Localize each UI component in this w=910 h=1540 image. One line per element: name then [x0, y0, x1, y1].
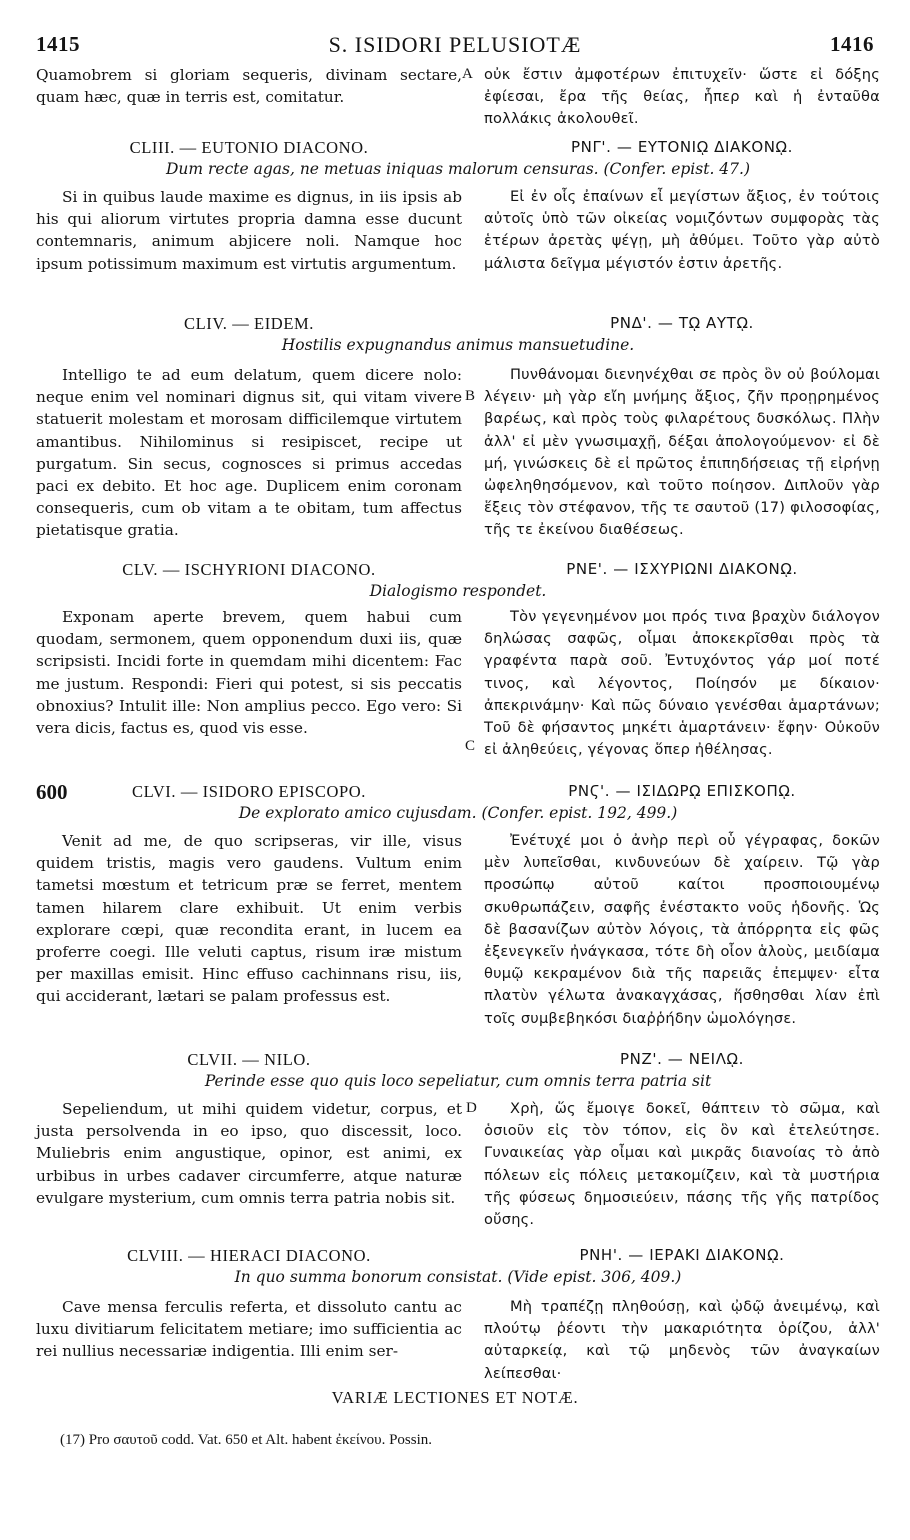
letter-153-latin	[36, 186, 462, 275]
page-number-right: 1416	[830, 32, 874, 56]
letter-155-latin-text: Exponam aperte brevem, quem habui cum quodam, sermonem, quem opponendum duxi iis, quæ scripsisti. Incidi forte in quemdam mihi dicentem: Fac me justum. Respondi: Fieri qui potest, si sis peccatis obnoxius? Intulit ille: Non amplius pecco. Ego vero: Si vera dicis, factus es, quod vis esse.	[36, 608, 462, 738]
letter-155-greek	[484, 606, 880, 761]
letter-153-title-greek: ΡΝΓ'. — ΕΥΤΟΝΙῼ ΔΙΑΚΟΝῼ.	[571, 138, 793, 156]
letter-154-title-latin: CLIV. — EIDEM.	[183, 314, 314, 333]
margin-letter-c: C	[465, 738, 476, 754]
letter-156-latin	[36, 830, 462, 1008]
margin-letter-d: D	[466, 1100, 477, 1116]
intro-latin	[36, 64, 462, 108]
letter-153-subtitle: Dum recte agas, ne metuas iniquas malorum censuras. (Confer. epist. 47.)	[165, 160, 750, 178]
letter-155-title-latin: CLV. — ISCHYRIONI DIACONO.	[122, 560, 376, 579]
letter-157-latin-text: Sepeliendum, ut mihi quidem videtur, corpus, et justa persolvenda in eo ipso, quo discessit, loco. Muliebris enim angustique, opinor, est animi, ex urbibus in urbes cadaver circumferre, atque naturæ evulgare mysterium, cum omnis terra patria nobis sit.	[36, 1100, 462, 1207]
column-marker-600: 600	[36, 780, 68, 804]
letter-158-title-latin: CLVIII. — HIERACI DIACONO.	[127, 1246, 371, 1265]
letter-156-title-latin: CLVI. — ISIDORO EPISCOPO.	[132, 782, 366, 801]
letter-158-latin	[36, 1296, 462, 1363]
letter-154-greek-text: Πυνθάνομαι διενηνέχθαι σε πρὸς ὃν οὐ βούλομαι λέγειν· μὴ γὰρ εἴη μνήμης ἄξιος, ζῆν προῃρημένος βαρέως, καὶ πρὸς τοὺς φιλαρέτους δυσκόλως. Πλὴν ἀλλ' εἰ μὲν γνωσιμαχῇ, δέξαι ἀπολογούμενον· εἰ δὲ μή, γινώσκεις δὲ εἰ πρῶτος ἐπιπηδήσειας τῇ εἰρήνῃ ὠφεληθησόμενον, καὶ τοῦτο ποίησον. Διπλοῦν γὰρ ἕξεις τὸν στέφανον, τῆς τε σαυτοῦ (17) φιλοσοφίας, τῆς τε ἐκείνου διαθέσεως.	[484, 366, 880, 539]
letter-153-greek-text: Εἰ ἐν οἷς ἐπαίνων εἶ μεγίστων ἄξιος, ἐν τούτοις αὐτοῖς ὑπὸ τῶν οἰκείας νομιζόντων συμφορὰς τὰς ἑτέρων ἀρετὰς ψέγῃ, μὴ ἀθύμει. Τοῦτο γὰρ αὐτὸ μάλιστα δεῖγμα μέγιστόν ἐστιν ἀρετῆς.	[484, 188, 880, 272]
letter-157-subtitle: Perinde esse quo quis loco sepeliatur, cum omnis terra patria sit	[204, 1072, 712, 1090]
letter-158-greek	[484, 1296, 880, 1385]
running-title: S. ISIDORI PELUSIOTÆ	[328, 32, 582, 57]
letter-158-title-greek: ΡΝΗ'. — ΙΕΡΑΚΙ ΔΙΑΚΟΝῼ.	[579, 1246, 785, 1264]
margin-letter-a: A	[462, 66, 473, 82]
letter-154-latin-text: Intelligo te ad eum delatum, quem dicere nolo: neque enim vel nominari dignus sit, qui vitam vivere statuerit molestam et morosam difficilemque virtutem amantibus. Nihilominus si resipiscet, recipe ut purgatum. Sin secus, cognosces si primus accedas paci ex debito. Et hoc age. Duplicem enim coronam consequeris, cum ob vitam a te obitam, tum affectus pietatisque gratia.	[36, 366, 462, 540]
intro-latin-text: Quamobrem si gloriam sequeris, divinam sectare, quam hæc, quæ in terris est, comitatur.	[36, 66, 462, 107]
letter-154-latin	[36, 364, 462, 542]
letter-153-latin-text: Si in quibus laude maxime es dignus, in iis ipsis ab his qui aliorum virtutes propria damna esse ducunt contemnaris, animum abjicere noli. Namque hoc ipsum potissimum maximum est virtutis argumentum.	[36, 188, 462, 273]
letter-157-latin	[36, 1098, 462, 1209]
intro-greek-text: οὐκ ἔστιν ἀμφοτέρων ἐπιτυχεῖν· ὥστε εἰ δόξης ἐφίεσαι, ἔρα τῆς θείας, ἧπερ καὶ ἡ ἐνταῦθα πολλάκις ἀκολουθεῖ.	[484, 66, 880, 128]
letter-153-title-latin: CLIII. — EUTONIO DIACONO.	[129, 138, 369, 157]
letter-155-greek-text: Τὸν γεγενημένον μοι πρός τινα βραχὺν διάλογον δηλώσας σαφῶς, οἶμαι ἀποκεκρῖσθαι πρὸς τὰ γραφέντα παρὰ σοῦ. Ἐντυχόντος γάρ μοί ποτέ τινος, καὶ λέγοντος, Ποίησόν με δίκαιον· ἀπεκρινάμην· Καὶ πῶς δύναιο γενέσθαι ἁμαρτάνων; Τοῦ δὲ φήσαντος μηκέτι ἁμαρτάνειν· ἔφην· Οὐκοῦν εἰ ἀληθεύεις, γέγονας ὅπερ ἠθέλησας.	[484, 608, 880, 759]
intro-greek	[484, 64, 880, 131]
letter-157-title-latin: CLVII. — NILO.	[187, 1050, 311, 1069]
letter-156-greek	[484, 830, 880, 1030]
letter-154-title-greek: ΡΝΔ'. — Τῼ ΑΥΤῼ.	[610, 314, 754, 332]
footnote-17: (17) Pro σαυτοῦ codd. Vat. 650 et Alt. habent ἐκείνου. Possin.	[60, 1432, 433, 1448]
page-number-left: 1415	[36, 32, 80, 56]
letter-154-subtitle: Hostilis expugnandus animus mansuetudine.	[281, 336, 635, 354]
letter-157-greek-text: Χρὴ, ὥς ἔμοιγε δοκεῖ, θάπτειν τὸ σῶμα, καὶ ὁσιοῦν εἰς τὸν τόπον, εἰς ὃν καὶ ἐτελεύτησε. Γυναικείας γὰρ οἶμαι καὶ μικρᾶς διανοίας τὸ ἀπὸ πόλεων εἰς πόλεις μετακομίζειν, καὶ τὰ μυστήρια τῆς φύσεως δημοσιεύειν, πάσης τῆς γῆς πατρίδος οὔσης.	[484, 1100, 880, 1229]
letter-156-greek-text: Ἐνέτυχέ μοι ὁ ἀνὴρ περὶ οὗ γέγραφας, δοκῶν μὲν λυπεῖσθαι, κινδυνεύων δὲ χαίρειν. Τῷ γὰρ προσώπῳ αὐτοῦ καίτοι προσποιουμένῳ σκυθρωπάζειν, σαφῆς ἐνέστακτο νοῦς ἡδονῆς. Ὡς δὲ βασανίζων αὐτὸν λόγοις, τὰ ἀπόρρητα εἰς φῶς ἐξενεγκεῖν ἠνάγκασα, τότε δὴ οἷον ἁλοὺς, μειδίαμα θυμῷ κεκραμένον διὰ τῆς παρειᾶς ἐπεμψεν· εἶτα πλατὺν γέλωτα ἀνακαγχάσας, ἥσθησθαι λίαν ἐπὶ τοῖς συμβεβηκόσι διαῤῥήδην ὡμολόγησε.	[484, 832, 880, 1027]
letter-156-latin-text: Venit ad me, de quo scripseras, vir ille, visus quidem tristis, magis vero gaudens. Vultum enim tametsi mœstum et tetricum præ se ferret, mentem tamen hilarem clare exhibuit. Ut enim verbis explorare cœpi, quæ recondita erant, in lucem ea proferre coegi. Ille veluti captus, risum iræ mistum per maxillas emisit. Hinc effuso cachinnans risu, iis, qui acciderant, lætari se palam professus est.	[36, 832, 462, 1006]
letter-157-greek	[484, 1098, 880, 1231]
letter-153-greek	[484, 186, 880, 275]
letter-155-latin	[36, 606, 462, 739]
letter-156-subtitle: De explorato amico cujusdam. (Confer. epist. 192, 499.)	[238, 804, 678, 822]
letter-154-greek	[484, 364, 880, 542]
letter-155-subtitle: Dialogismo respondet.	[369, 582, 547, 600]
letter-158-subtitle: In quo summa bonorum consistat. (Vide epist. 306, 409.)	[234, 1268, 682, 1286]
notes-heading: VARIÆ LECTIONES ET NOTÆ.	[331, 1388, 579, 1407]
letter-158-latin-text: Cave mensa ferculis referta, et dissoluto cantu ac luxu divitiarum felicitatem metiare; imo sufficientia ac rei nullius necessariæ indigentia. Illi enim ser-	[36, 1298, 462, 1361]
letter-156-title-greek: ΡΝϚ'. — ΙΣΙΔΩΡῼ ΕΠΙΣΚΟΠῼ.	[568, 782, 796, 800]
margin-letter-b: B	[465, 388, 476, 404]
letter-157-title-greek: ΡΝΖ'. — ΝΕΙΛῼ.	[620, 1050, 744, 1068]
letter-158-greek-text: Μὴ τραπέζῃ πληθούσῃ, καὶ ᾠδῷ ἀνειμένῳ, καὶ πλούτῳ ῥέοντι τὴν μακαριότητα ὁρίζου, ἀλλ' αὐταρκείᾳ, καὶ τῷ μηδενὸς τῶν ἀναγκαίων λείπεσθαι·	[484, 1298, 880, 1382]
letter-155-title-greek: ΡΝΕ'. — ΙΣΧΥΡΙΩΝΙ ΔΙΑΚΟΝῼ.	[566, 560, 798, 578]
